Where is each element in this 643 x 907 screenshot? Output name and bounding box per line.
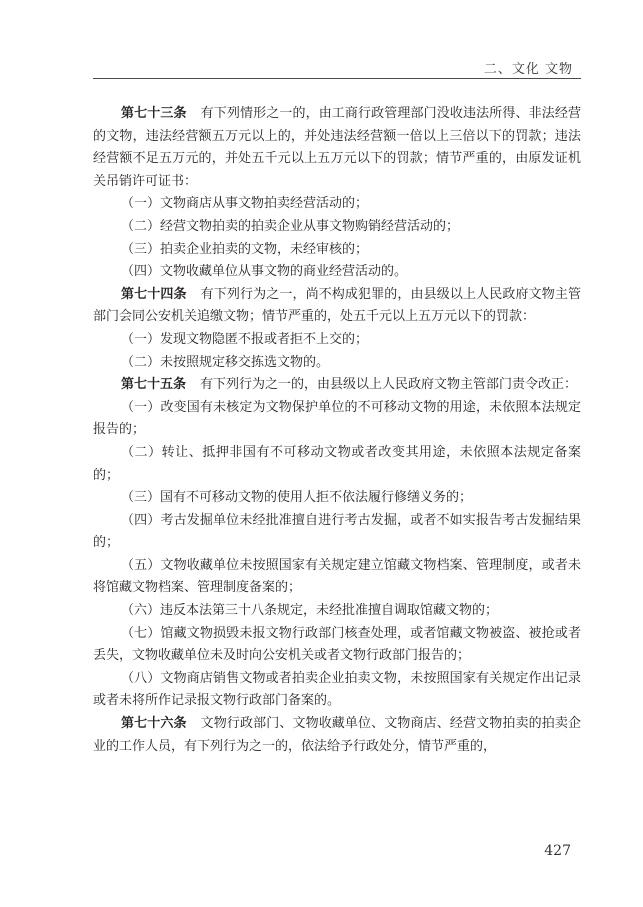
article-item: （一）文物商店从事文物拍卖经营活动的； xyxy=(121,196,369,212)
page-number: 427 xyxy=(544,843,571,859)
article-text: 有下列行为之一，尚不构成犯罪的，由县级以上人民政府文物主管部门会同公安机关追缴文物；情节严重的，处五千元以上五万元以下的罚款： xyxy=(93,286,581,325)
running-header xyxy=(93,56,581,79)
article-label: 第七十五条 xyxy=(121,377,187,393)
article-item: （六）违反本法第三十八条规定，未经批准擅自调取馆藏文物的； xyxy=(121,603,499,619)
article-item: （二）未按照规定移交拣选文物的。 xyxy=(121,354,330,370)
article-text: 有下列情形之一的，由工商行政管理部门没收违法所得、非法经营的文物，违法经营额五万元以上的，并处违法经营额一倍以上三倍以下的罚款；违法经营额不足五万元的，并处五千元以上五万元以下的罚款；情节严重的，由原发证机关吊销许可证书： xyxy=(93,106,581,189)
article-item: （四）考古发掘单位未经批准擅自进行考古发掘，或者不如实报告考古发掘结果的； xyxy=(93,512,581,551)
article-label: 第七十四条 xyxy=(121,286,187,302)
article-item: （五）文物收藏单位未按照国家有关规定建立馆藏文物档案、管理制度，或者未将馆藏文物档案、管理制度备案的； xyxy=(93,557,581,596)
article-75-intro xyxy=(93,374,581,397)
document-body xyxy=(93,103,581,758)
article-item: （二）经营文物拍卖的拍卖企业从事文物购销经营活动的； xyxy=(121,218,460,234)
header-section-title: 二、文化 文物 xyxy=(483,62,573,77)
article-item: （八）文物商店销售文物或者拍卖企业拍卖文物，未按照国家有关规定作出记录或者未将所作记录报文物行政部门备案的。 xyxy=(93,670,581,709)
article-label: 第七十三条 xyxy=(121,106,187,121)
article-74-intro xyxy=(93,284,581,329)
article-text: 文物行政部门、文物收藏单位、文物商店、经营文物拍卖的拍卖企业的工作人员，有下列行为之一的，依法给予行政处分，情节严重的， xyxy=(93,716,581,754)
article-item: （四）文物收藏单位从事文物的商业经营活动的。 xyxy=(121,264,408,280)
article-76-intro xyxy=(93,713,581,758)
article-item: （一）改变国有未核定为文物保护单位的不可移动文物的用途，未依照本法规定报告的； xyxy=(93,399,581,438)
article-item: （三）拍卖企业拍卖的文物，未经审核的； xyxy=(121,241,369,257)
article-item: （一）发现文物隐匿不报或者拒不上交的； xyxy=(121,331,369,347)
article-text: 有下列行为之一的，由县级以上人民政府文物主管部门责令改正： xyxy=(200,377,578,393)
article-73-intro xyxy=(93,103,581,193)
article-item: （三）国有不可移动文物的使用人拒不依法履行修缮义务的； xyxy=(121,490,473,506)
article-item: （七）馆藏文物损毁未报文物行政部门核查处理，或者馆藏文物被盗、被抢或者丢失，文物收藏单位未及时向公安机关或者文物行政部门报告的； xyxy=(93,625,581,664)
article-label: 第七十六条 xyxy=(121,716,187,732)
article-item: （二）转让、抵押非国有不可移动文物或者改变其用途，未依照本法规定备案的； xyxy=(93,444,581,483)
